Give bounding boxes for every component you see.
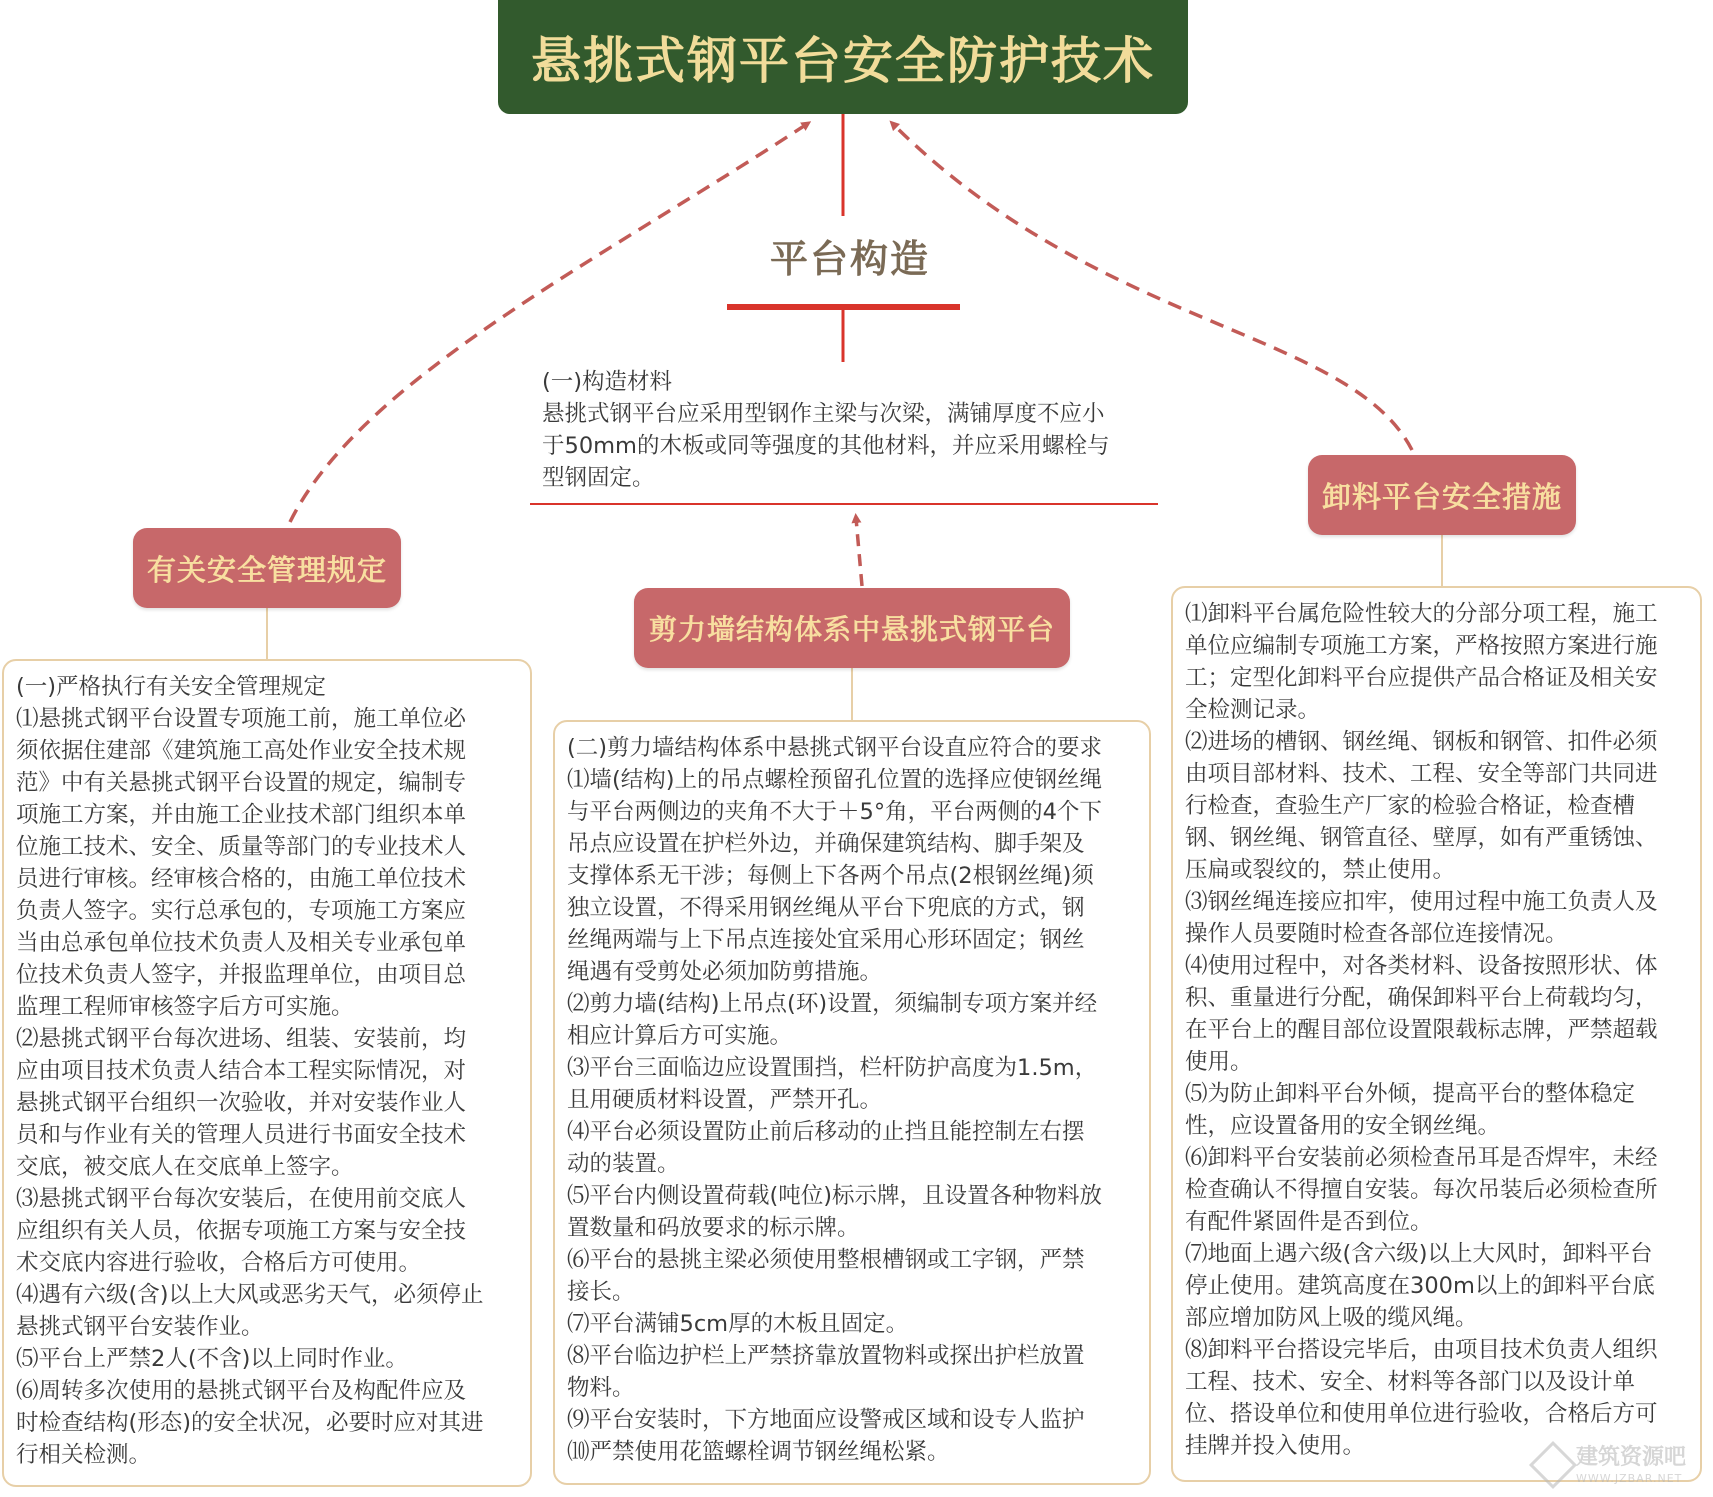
- panel-text-line: 使用。: [1185, 1049, 1253, 1075]
- panel-text-line: 接长。: [567, 1279, 635, 1305]
- panel-text-line: ⑵悬挑式钢平台每次进场、组装、安装前，均: [16, 1026, 467, 1052]
- panel-text-line: 项施工方案，并由施工企业技术部门组织本单: [16, 802, 467, 828]
- panel-text-line: 丝绳两端与上下吊点连接处宜采用心形环固定；钢丝: [567, 927, 1085, 953]
- panel-text-line: 监理工程师审核签字后方可实施。: [16, 994, 354, 1020]
- panel-text-line: ⑺平台满铺5cm厚的木板且固定。: [567, 1311, 909, 1337]
- panel-text-line: 挂牌并投入使用。: [1185, 1433, 1366, 1459]
- panel-text-line: 在平台上的醒目部位设置限载标志牌，严禁超载: [1185, 1017, 1658, 1043]
- panel-text-line: 负责人签字。实行总承包的，专项施工方案应: [16, 898, 467, 924]
- panel-text-line: 操作人员要随时检查各部位连接情况。: [1185, 921, 1568, 947]
- panel-text-line: 相应计算后方可实施。: [567, 1023, 793, 1049]
- panel-text-line: 置数量和码放要求的标示牌。: [567, 1215, 860, 1241]
- panel-text-line: 有配件紧固件是否到位。: [1185, 1209, 1433, 1235]
- panel-text-line: 与平台两侧边的夹角不大于＋5°角，平台两侧的4个下: [567, 799, 1102, 825]
- panel-text-line: 工；定型化卸料平台应提供产品合格证及相关安: [1185, 665, 1658, 691]
- panel-text-line: 悬挑式钢平台组织一次验收，并对安装作业人: [16, 1090, 467, 1116]
- materials-line: 悬挑式钢平台应采用型钢作主梁与次梁，满铺厚度不应小: [542, 401, 1105, 427]
- panel-text-line: 范》中有关悬挑式钢平台设置的规定，编制专: [16, 770, 467, 796]
- panel-text-line: 钢、钢丝绳、钢管直径、壁厚，如有严重锈蚀、: [1185, 825, 1658, 851]
- materials-line: 型钢固定。: [542, 465, 655, 491]
- panel-text-line: 交底，被交底人在交底单上签字。: [16, 1154, 354, 1180]
- panel-text-line: ⑷平台必须设置防止前后移动的止挡且能控制左右摆: [567, 1119, 1085, 1145]
- panel-text-line: 应由项目技术负责人结合本工程实际情况，对: [16, 1058, 467, 1084]
- panel-text-line: ⑴墙(结构)上的吊点螺栓预留孔位置的选择应使钢丝绳: [567, 767, 1103, 793]
- panel-text-line: ⑴卸料平台属危险性较大的分部分项工程，施工: [1185, 601, 1658, 627]
- watermark-logo-icon: [1529, 1441, 1577, 1489]
- shear-wall-panel: [553, 720, 1151, 1485]
- branch-label-unloading: 卸料平台安全措施: [1308, 455, 1576, 535]
- panel-text-line: ⑹周转多次使用的悬挑式钢平台及构配件应及: [16, 1378, 467, 1404]
- panel-text-line: ⑵进场的槽钢、钢丝绳、钢板和钢管、扣件必须: [1185, 729, 1658, 755]
- panel-text-line: 单位应编制专项施工方案，严格按照方案进行施: [1185, 633, 1658, 659]
- panel-text-line: 悬挑式钢平台安装作业。: [16, 1314, 264, 1340]
- panel-text-line: ⑻平台临边护栏上严禁挤靠放置物料或探出护栏放置: [567, 1343, 1085, 1369]
- panel-text-line: 位施工技术、安全、质量等部门的专业技术人: [16, 834, 467, 860]
- watermark-main-text: 建筑资源吧: [1576, 1444, 1687, 1470]
- panel-text-line: 且用硬质材料设置，严禁开孔。: [567, 1087, 883, 1113]
- panel-text-line: 员和与作业有关的管理人员进行书面安全技术: [16, 1122, 467, 1148]
- panel-text-line: ⑷使用过程中，对各类材料、设备按照形状、体: [1185, 953, 1658, 979]
- panel-text-line: 位技术负责人签字，并报监理单位，由项目总: [16, 962, 467, 988]
- panel-text-line: 独立设置，不得采用钢丝绳从平台下兜底的方式，钢: [567, 895, 1085, 921]
- panel-text-line: (一)严格执行有关安全管理规定: [16, 674, 327, 700]
- panel-text-line: ⑼平台安装时，下方地面应设警戒区域和设专人监护: [567, 1407, 1085, 1433]
- diagram-title: 悬挑式钢平台安全防护技术: [498, 0, 1188, 114]
- panel-text-line: 积、重量进行分配，确保卸料平台上荷载均匀，: [1185, 985, 1658, 1011]
- panel-text-line: ⑽严禁使用花篮螺栓调节钢丝绳松紧。: [567, 1439, 950, 1465]
- panel-text-line: 由项目部材料、技术、工程、安全等部门共同进: [1185, 761, 1658, 787]
- branch-label-management: 有关安全管理规定: [133, 528, 401, 608]
- panel-text-line: 压扁或裂纹的，禁止使用。: [1185, 857, 1456, 883]
- panel-text-line: ⑸平台内侧设置荷载(吨位)标示牌，且设置各种物料放: [567, 1183, 1103, 1209]
- panel-text-line: 支撑体系无干涉；每侧上下各两个吊点(2根钢丝绳)须: [567, 863, 1094, 889]
- watermark-sub-text: WWW.JZBAR.NET: [1576, 1471, 1683, 1485]
- panel-text-line: ⑶钢丝绳连接应扣牢，使用过程中施工负责人及: [1185, 889, 1658, 915]
- panel-text-line: 停止使用。建筑高度在300m以上的卸料平台底: [1185, 1273, 1655, 1299]
- management-rules-panel: [2, 659, 532, 1487]
- panel-text-line: ⑵剪力墙(结构)上吊点(环)设置，须编制专项方案并经: [567, 991, 1098, 1017]
- panel-text-line: 绳遇有受剪处必须加防剪措施。: [567, 959, 883, 985]
- panel-text-line: 行相关检测。: [16, 1442, 152, 1468]
- panel-text-line: 员进行审核。经审核合格的，由施工单位技术: [16, 866, 467, 892]
- branch-label-shear-wall: 剪力墙结构体系中悬挑式钢平台: [634, 588, 1070, 668]
- panel-text-line: ⑶悬挑式钢平台每次安装后，在使用前交底人: [16, 1186, 467, 1212]
- panel-text-line: 当由总承包单位技术负责人及相关专业承包单: [16, 930, 467, 956]
- panel-text-line: 全检测记录。: [1185, 697, 1321, 723]
- panel-text-line: ⑺地面上遇六级(含六级)以上大风时，卸料平台: [1185, 1241, 1653, 1267]
- panel-text-line: 吊点应设置在护栏外边，并确保建筑结构、脚手架及: [567, 831, 1085, 857]
- panel-text-line: (二)剪力墙结构体系中悬挑式钢平台设直应符合的要求: [567, 735, 1103, 761]
- center-node-label: 平台构造: [769, 237, 930, 281]
- panel-text-line: ⑷遇有六级(含)以上大风或恶劣天气，必须停止: [16, 1282, 484, 1308]
- panel-text-line: ⑹平台的悬挑主梁必须使用整根槽钢或工字钢，严禁: [567, 1247, 1085, 1273]
- materials-heading: (一)构造材料: [542, 369, 673, 395]
- panel-text-line: 行检查，查验生产厂家的检验合格证，检查槽: [1185, 793, 1636, 819]
- panel-text-line: ⑸为防止卸料平台外倾，提高平台的整体稳定: [1185, 1081, 1636, 1107]
- panel-text-line: 物料。: [567, 1375, 635, 1401]
- materials-text: [542, 366, 1152, 494]
- panel-text-line: 性，应设置备用的安全钢丝绳。: [1185, 1113, 1501, 1139]
- panel-text-line: ⑸平台上严禁2人(不含)以上同时作业。: [16, 1346, 408, 1372]
- panel-text-line: ⑴悬挑式钢平台设置专项施工前，施工单位必: [16, 706, 467, 732]
- panel-text-line: ⑹卸料平台安装前必须检查吊耳是否焊牢，未经: [1185, 1145, 1658, 1171]
- panel-text-line: 部应增加防风上吸的缆风绳。: [1185, 1305, 1478, 1331]
- panel-text-line: 动的装置。: [567, 1151, 680, 1177]
- watermark: [1530, 1438, 1710, 1492]
- panel-text-line: 位、搭设单位和使用单位进行验收，合格后方可: [1185, 1401, 1658, 1427]
- panel-text-line: 时检查结构(形态)的安全状况，必要时应对其进: [16, 1410, 484, 1436]
- panel-text-line: 工程、技术、安全、材料等各部门以及设计单: [1185, 1369, 1636, 1395]
- panel-text-line: ⑻卸料平台搭设完毕后，由项目技术负责人组织: [1185, 1337, 1658, 1363]
- panel-text-line: 术交底内容进行验收，合格后方可使用。: [16, 1250, 422, 1276]
- panel-text-line: 须依据住建部《建筑施工高处作业安全技术规: [16, 738, 467, 764]
- panel-text-line: 检查确认不得擅自安装。每次吊装后必须检查所: [1185, 1177, 1658, 1203]
- panel-text-line: 应组织有关人员，依据专项施工方案与安全技: [16, 1218, 467, 1244]
- panel-text-line: ⑶平台三面临边应设置围挡，栏杆防护高度为1.5m，: [567, 1055, 1098, 1081]
- middle-dashed-arrow: [856, 518, 862, 586]
- unloading-platform-panel: [1171, 586, 1702, 1485]
- materials-line: 于50mm的木板或同等强度的其他材料，并应采用螺栓与: [542, 433, 1110, 459]
